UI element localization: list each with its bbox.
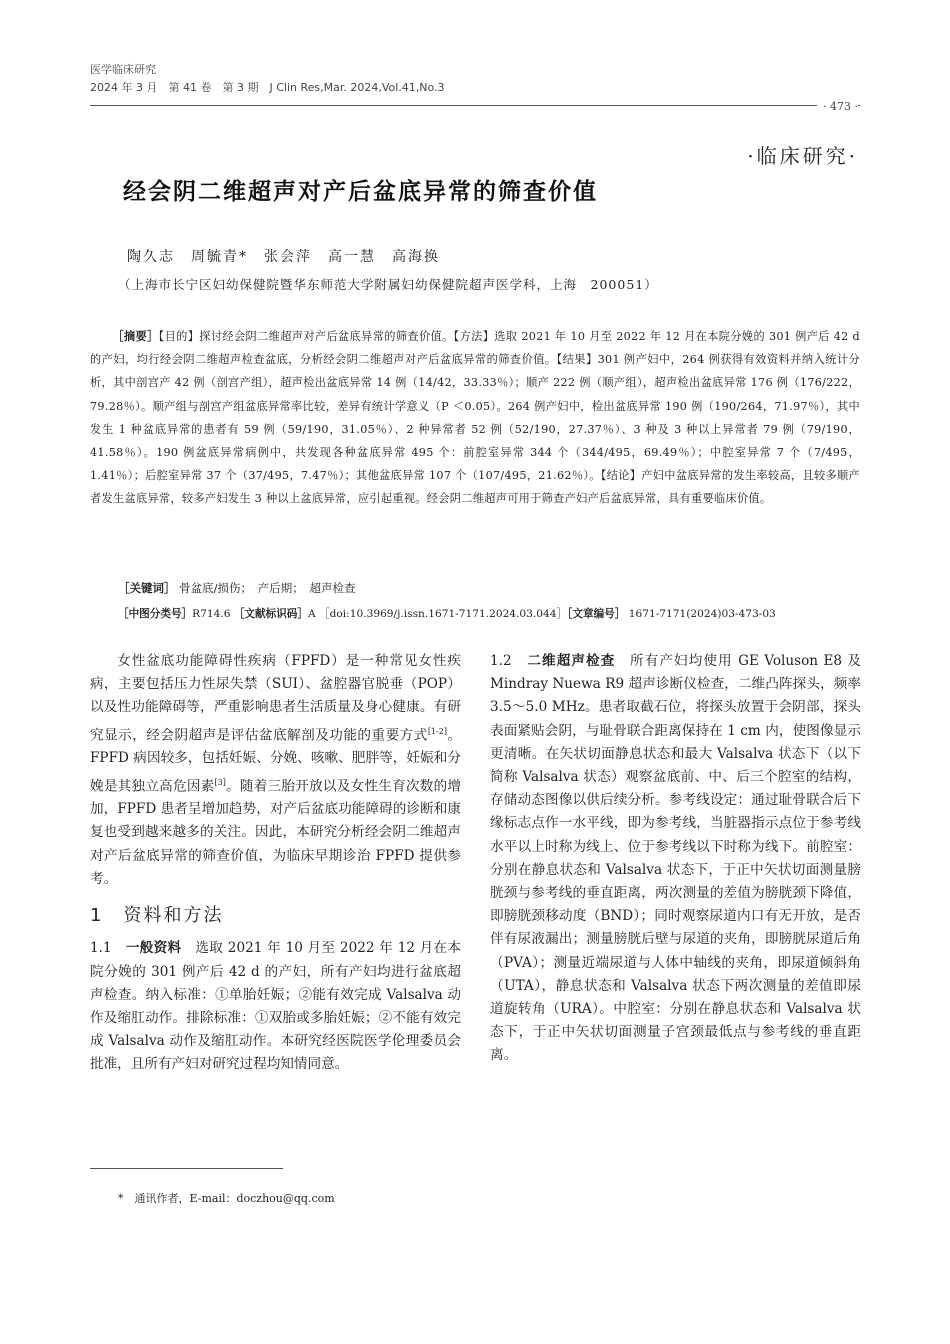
journal-name: 医学临床研究 (90, 63, 156, 76)
article-title: 经会阴二维超声对产后盆底异常的筛查价值 (123, 179, 598, 205)
abstract-text: 【目的】探讨经会阴二维超声对产后盆底异常的筛查价值。【方法】选取 2021 年 10 月至 2022 年 12 月在本院分娩的 301 例产后 42 d 的产妇，均行经会阴二维超声检查盆底，分析经会阴二维超声对产后盆底异常的筛查价值。【结果】301 例产妇中，264 例获得有效资料并纳入统计分析，其中剖宫产 42 例（剖宫产组），超声检出盆底异常 14 例（14/42，33.33％）；顺产 222 例（顺产组），超声检出盆底异常 176 例（176/222，79.28％）。顺产组与剖宫产组盆底异常率比较，差异有统计学意义（P ＜0.05）。264 例产妇中，检出盆底异常 190 例（190/264，71.97％），其中发生 1 种盆底异常的患者有 59 例（59/190，31.05％）、2 种异常者 52 例（52/190，27.37％）、3 种及 3 种以上异常者 79 例（79/190，41.58％）。190 例盆底异常病例中，共发现各种盆底异常 495 个：前腔室异常 344 个（344/495，69.49％）；中腔室异常 7 个（7/495，1.41％）；后腔室异常 37 个（37/495，7.47％）；其他盆底异常 107 个（107/495，21.62％）。【结论】产妇中盆底异常的发生率较高，且较多顺产者发生盆底异常，较多产妇发生 3 种以上盆底异常，应引起重视。经会阴二维超声可用于筛查产妇产后盆底异常，具有重要临床价值。 (90, 330, 860, 506)
keywords-text: 骨盆底/损伤； 产后期； 超声检查 (179, 581, 356, 595)
left-column (90, 650, 461, 1077)
subsection-1-2-title: 二维超声检查 (527, 653, 616, 669)
doi: ［doi:10.3969/j.issn.1671-7171.2024.03.044］ (319, 608, 568, 620)
header-rule (90, 105, 860, 106)
clc-label: ［中图分类号］ (118, 608, 193, 620)
keywords-label: ［关键词］ (118, 581, 176, 595)
abstract-label: ［摘要］ (112, 330, 159, 343)
author-list: 陶久志 周毓青* 张会萍 高一慧 高海换 (127, 249, 440, 265)
corresponding-author-footnote: * 通讯作者，E-mail：doczhou@qq.com (118, 1192, 335, 1205)
issue-line: 2024 年 3 月 第 41 卷 第 3 期 J Clin Res,Mar. 2024,Vol.41,No.3 (90, 81, 445, 94)
subsection-1-2 (490, 650, 861, 1068)
subsection-1-1-number: 1.1 (90, 940, 112, 957)
classification-line (118, 606, 776, 621)
citation-2: [3] (214, 777, 226, 787)
affiliation: （上海市长宁区妇幼保健院暨华东师范大学附属妇幼保健院超声医学科，上海 200051） (118, 277, 658, 292)
intro-text-a: 女性盆底功能障碍性疾病（FPFD）是一种常见女性疾病，主要包括压力性尿失禁（SUI）、盆腔器官脱垂（POP）以及性功能障碍等，严重影响患者生活质量及身心健康。有研究显示，经会阴超声是评估盆底解剖及功能的重要方式 (90, 653, 461, 744)
footnote-rule (90, 1168, 283, 1169)
intro-text-b: 。FPFD 病因较多，包括妊娠、分娩、咳嗽、肥胖等，妊娠和分娩是其独立高危因素 (90, 727, 462, 795)
section-heading-1: 1 资料和方法 (90, 905, 224, 927)
keywords (118, 580, 356, 596)
subsection-1-1-title: 一般资料 (125, 940, 182, 957)
clc-value: R714.6 (192, 608, 231, 620)
article-no-label: ［文章编号］ (567, 608, 626, 620)
subsection-1-2-number: 1.2 (490, 653, 512, 669)
article-no-value: 1671-7171(2024)03-473-03 (628, 608, 776, 620)
section-tag: ·临床研究· (747, 144, 858, 168)
subsection-1-2-text: 所有产妇均使用 GE Voluson E8 及 Mindray Nuewa R9 超声诊断仪检查，二维凸阵探头，频率 3.5～5.0 MHz。患者取截石位，将探头放置于会阴部，探头表面紧贴会阴，与耻骨联合距离保持在 1 cm 内，使图像显示更清晰。在矢状切面静息状态和最大 Valsalva 状态下（以下简称 Valsalva 状态）观察盆底前、中、后三个腔室的结构，存储动态图像以供后续分析。参考线设定：通过耻骨联合后下缘标志点作一水平线，即为参考线，当脏器指示点位于参考线水平以上时称为线上、位于参考线以下时称为线下。前腔室：分别在静息状态和 Valsalva 状态下，于正中矢状切面测量膀胱颈与参考线的垂直距离，两次测量的差值为膀胱颈下降值，即膀胱颈移动度（BND）；同时观察尿道内口有无开放，是否伴有尿液漏出；测量膀胱后壁与尿道的夹角，即膀胱尿道后角（PVA）；测量近端尿道与人体中轴线的夹角，即尿道倾斜角（UTA），静息状态和 Valsalva 状态下两次测量的差值即尿道旋转角（URA）。中腔室：分别在静息状态和 Valsalva 状态下，于正中矢状切面测量子宫颈最低点与参考线的垂直距离。 (490, 653, 862, 1064)
abstract (90, 325, 860, 511)
doc-code-label: ［文献标识码］ (233, 608, 308, 620)
page-number: · 473 · (817, 100, 858, 113)
right-column (490, 650, 861, 1068)
intro-paragraph (90, 650, 461, 891)
doc-code-value: A (308, 608, 316, 620)
subsection-1-1 (90, 937, 461, 1076)
subsection-1-1-text: 选取 2021 年 10 月至 2022 年 12 月在本院分娩的 301 例产后 42 d 的产妇，所有产妇均进行盆底超声检查。纳入标准：①单胎妊娠；②能有效完成 Valsalva 动作及缩肛动作。排除标准：①双胎或多胎妊娠；②不能有效完成 Valsalva 动作及缩肛动作。本研究经医院医学伦理委员会批准，且所有产妇对研究过程均知情同意。 (90, 940, 462, 1073)
intro-text-c: 。随着三胎开放以及女性生育次数的增加，FPFD 患者呈增加趋势，对产后盆底功能障碍的诊断和康复也受到越来越多的关注。因此，本研究分析经会阴二维超声对产后盆底异常的筛查价值，为临床早期诊治 FPFD 提供参考。 (90, 778, 462, 887)
citation-1: [1-2] (427, 726, 447, 736)
